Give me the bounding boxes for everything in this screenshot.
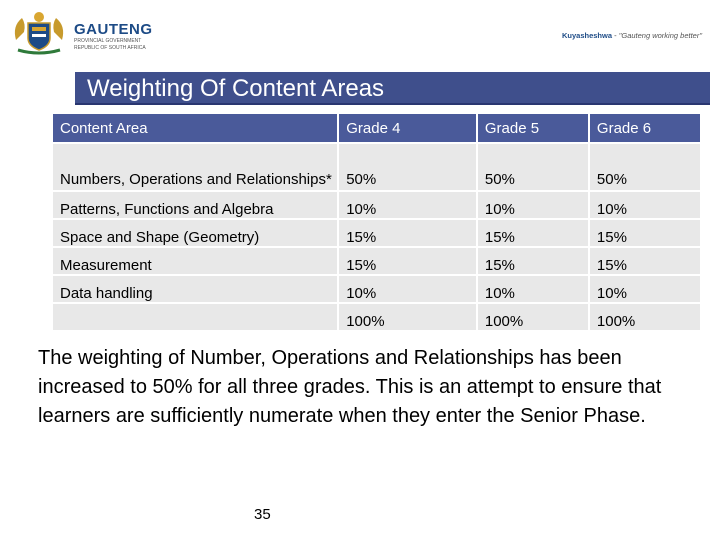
weighting-table — [53, 112, 700, 332]
title-bar — [75, 72, 710, 105]
column-header: Grade 5 — [478, 114, 590, 142]
table-row — [53, 144, 700, 190]
column-header: Grade 4 — [339, 114, 478, 142]
grade-6-cell: 50% — [590, 144, 700, 190]
slogan-word: Kuyasheshwa — [562, 31, 613, 40]
grade-5-cell: 50% — [478, 144, 590, 190]
grade-4-cell: 15% — [339, 248, 478, 274]
content-area-cell — [53, 304, 339, 330]
grade-5-cell: 15% — [478, 248, 590, 274]
slide-title: Weighting Of Content Areas — [87, 75, 385, 102]
grade-4-cell: 10% — [339, 192, 478, 218]
table-row — [53, 192, 700, 218]
grade-6-cell: 10% — [590, 276, 700, 302]
content-area-cell: Space and Shape (Geometry) — [53, 220, 339, 246]
grade-4-total: 100% — [339, 304, 478, 330]
content-area-cell: Patterns, Functions and Algebra — [53, 192, 339, 218]
grade-6-cell: 10% — [590, 192, 700, 218]
column-header: Grade 6 — [590, 114, 700, 142]
page-header — [0, 0, 720, 62]
grade-4-cell: 50% — [339, 144, 478, 190]
coat-of-arms-logo — [10, 10, 68, 56]
content-area-cell: Measurement — [53, 248, 339, 274]
table-total-row — [53, 304, 700, 330]
grade-4-cell: 10% — [339, 276, 478, 302]
slogan — [562, 31, 702, 40]
brand-subtitle-2: REPUBLIC OF SOUTH AFRICA — [74, 45, 146, 51]
grade-5-cell: 10% — [478, 192, 590, 218]
grade-6-cell: 15% — [590, 248, 700, 274]
table-header-row — [53, 114, 700, 142]
content-area-cell: Numbers, Operations and Relationships* — [53, 144, 339, 190]
brand-block — [74, 22, 153, 51]
content-area-cell: Data handling — [53, 276, 339, 302]
slogan-separator: - — [612, 31, 619, 40]
grade-6-total: 100% — [590, 304, 700, 330]
grade-5-cell: 10% — [478, 276, 590, 302]
brand-subtitle: PROVINCIAL GOVERNMENT — [74, 38, 142, 44]
slogan-quote: "Gauteng working better" — [618, 31, 702, 40]
table-row — [53, 220, 700, 246]
grade-4-cell: 15% — [339, 220, 478, 246]
table-row — [53, 248, 700, 274]
table-row — [53, 276, 700, 302]
page-number: 35 — [254, 506, 271, 523]
grade-5-cell: 15% — [478, 220, 590, 246]
brand-name: GAUTENG — [74, 21, 153, 38]
grade-5-total: 100% — [478, 304, 590, 330]
explanatory-note: The weighting of Number, Operations and Relationships has been increased to 50% for all three grades. This is an attempt to ensure that learners are sufficiently numerate when they enter the Senior Phase. — [38, 347, 662, 427]
grade-6-cell: 15% — [590, 220, 700, 246]
column-header: Content Area — [53, 114, 339, 142]
